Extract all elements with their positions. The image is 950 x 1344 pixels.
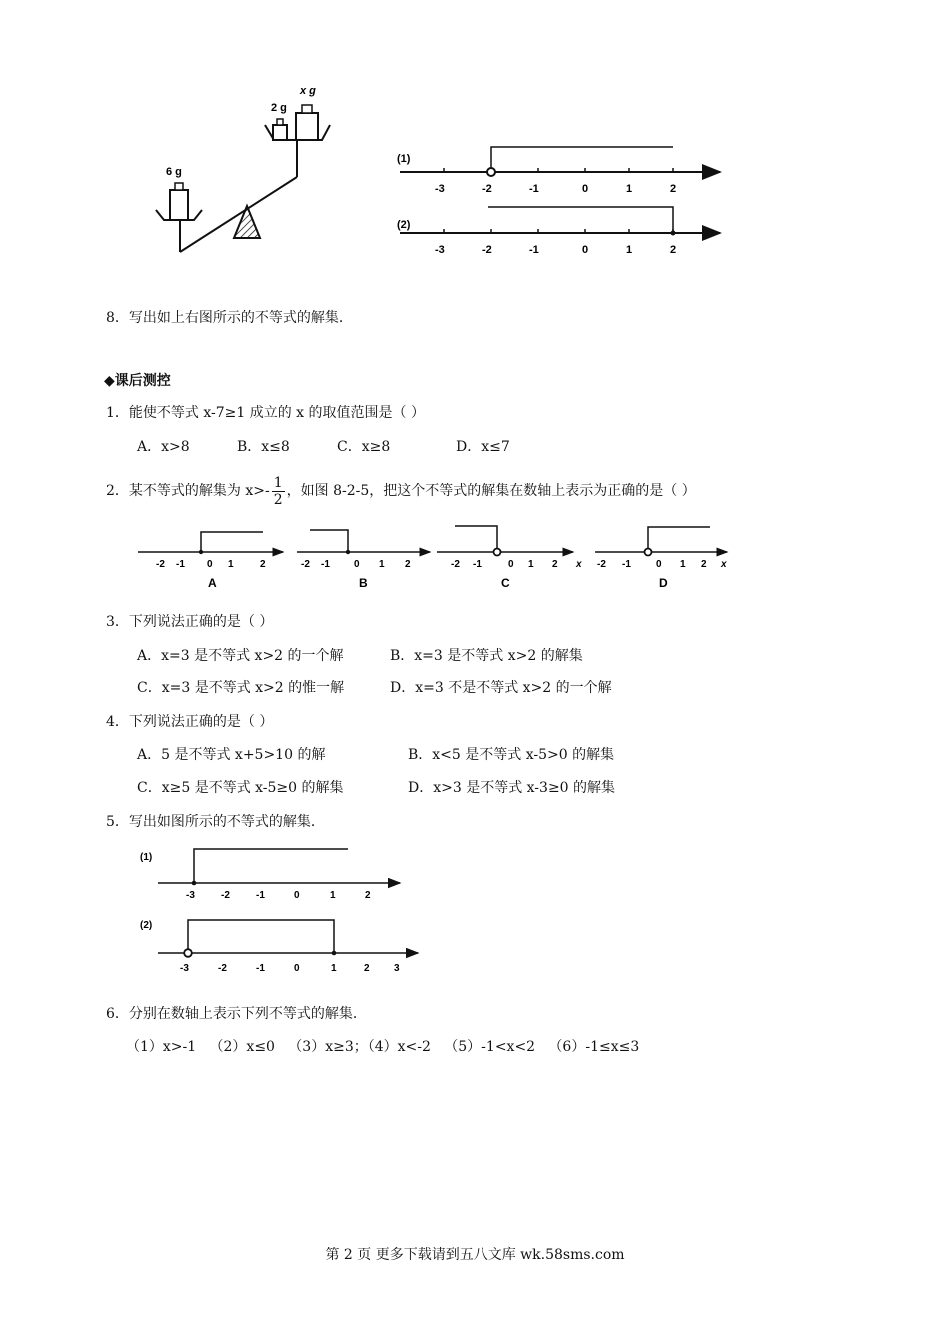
q6-items: （1）x>-1 （2）x≤0 （3）x≥3；（4）x<-2 （5）-1<x<2 （6）-1≤x≤3 bbox=[126, 1039, 640, 1055]
line2-tick-label: -2 bbox=[482, 244, 492, 256]
q2-b-letter: B bbox=[359, 576, 368, 590]
q5-line1-tick: -2 bbox=[221, 890, 230, 901]
q5-line2-label: (2) bbox=[140, 920, 153, 931]
q2-c-axis-label: x bbox=[576, 559, 582, 570]
q2-fraction bbox=[272, 475, 285, 508]
q2-c-letter: C bbox=[501, 576, 510, 590]
q2-b-dot bbox=[346, 550, 350, 554]
line1-tick-label: -2 bbox=[482, 183, 492, 195]
q5-line1-tick: 1 bbox=[330, 890, 336, 901]
q2-option-b-figure bbox=[297, 530, 430, 590]
q5-line1-tick: -1 bbox=[256, 890, 265, 901]
q3-option-d: D．x=3 不是不等式 x>2 的一个解 bbox=[390, 680, 612, 696]
small-weight-box bbox=[273, 125, 287, 140]
line1-label: (1) bbox=[397, 153, 411, 165]
q1-option-a: A．x>8 bbox=[137, 439, 190, 455]
q2-a-tick: -2 bbox=[156, 559, 165, 570]
line2-solution-ray bbox=[488, 207, 673, 233]
question-8: 8．写出如上右图所示的不等式的解集． bbox=[106, 310, 353, 326]
q2-b-tick: -2 bbox=[301, 559, 310, 570]
q5-line1-solid-dot bbox=[192, 881, 197, 886]
line1-open-dot bbox=[487, 168, 495, 176]
fulcrum bbox=[234, 206, 260, 238]
q1-option-b: B．x≤8 bbox=[237, 439, 290, 455]
q2-a-tick: -1 bbox=[176, 559, 185, 570]
q5-line1-tick: 2 bbox=[365, 890, 371, 901]
line2-label: (2) bbox=[397, 219, 411, 231]
unknown-weight-box bbox=[296, 113, 318, 140]
question-1-stem: 1．能使不等式 x-7≥1 成立的 x 的取值范围是（ ） bbox=[106, 405, 425, 421]
q2-a-ray bbox=[201, 532, 263, 552]
balance-scale-figure bbox=[150, 80, 350, 260]
q2-option-d-figure bbox=[595, 527, 727, 590]
q2-d-tick: -1 bbox=[622, 559, 631, 570]
line1-solution-ray bbox=[491, 147, 673, 172]
question-2-stem bbox=[106, 470, 696, 512]
q3-option-b: B．x=3 是不等式 x>2 的解集 bbox=[390, 648, 583, 664]
q5-number-lines-figure bbox=[138, 840, 428, 980]
q5-line2-segment bbox=[188, 920, 334, 953]
q2-option-c-figure bbox=[437, 526, 582, 590]
q1-option-c: C．x≥8 bbox=[337, 439, 391, 455]
q4-option-a: A．5 是不等式 x+5>10 的解 bbox=[137, 747, 326, 763]
line1-tick-label: 0 bbox=[582, 183, 589, 195]
line1-tick-label: 1 bbox=[626, 183, 633, 195]
q2-a-letter: A bbox=[208, 576, 217, 590]
line2-tick-label: -1 bbox=[529, 244, 539, 256]
q5-line2-tick: 1 bbox=[331, 963, 337, 974]
line1-tick-label: -3 bbox=[435, 183, 445, 195]
q2-stem-before: 2．某不等式的解集为 x>- bbox=[106, 483, 270, 499]
q5-line2-solid-dot bbox=[332, 951, 337, 956]
left-weight-label: 6 g bbox=[166, 166, 182, 178]
q2-b-tick: 1 bbox=[379, 559, 385, 570]
q1-option-d: D．x≤7 bbox=[456, 439, 510, 455]
q2-a-tick: 0 bbox=[207, 559, 213, 570]
q2-a-tick: 1 bbox=[228, 559, 234, 570]
q2-b-ray bbox=[310, 530, 348, 552]
q5-line2-tick: 2 bbox=[364, 963, 370, 974]
q2-d-ray bbox=[648, 527, 710, 552]
question-5-stem: 5．写出如图所示的不等式的解集． bbox=[106, 814, 325, 830]
q4-option-b: B．x<5 是不等式 x-5>0 的解集 bbox=[408, 747, 615, 763]
q3-option-c: C．x=3 是不等式 x>2 的惟一解 bbox=[137, 680, 345, 696]
right-weight-label: x g bbox=[300, 85, 316, 97]
line1-tick-label: -1 bbox=[529, 183, 539, 195]
mid-weight-label: 2 g bbox=[271, 102, 287, 114]
q2-b-tick: 0 bbox=[354, 559, 360, 570]
q5-line2-tick: 0 bbox=[294, 963, 300, 974]
section-title: ◆课后测控 bbox=[104, 373, 171, 389]
q2-stem-after: ，如图 8-2-5，把这个不等式的解集在数轴上表示为正确的是（ ） bbox=[286, 483, 696, 499]
q2-a-tick: 2 bbox=[260, 559, 266, 570]
q5-line1-label: (1) bbox=[140, 852, 153, 863]
line2-tick-label: 0 bbox=[582, 244, 589, 256]
q2-d-tick: -2 bbox=[597, 559, 606, 570]
q4-option-d: D．x>3 是不等式 x-3≥0 的解集 bbox=[408, 780, 616, 796]
question-6-stem: 6．分别在数轴上表示下列不等式的解集． bbox=[106, 1006, 367, 1022]
line1-tick-label: 2 bbox=[670, 183, 677, 195]
q2-c-tick: 1 bbox=[528, 559, 534, 570]
q2-frac-den: 2 bbox=[273, 491, 283, 508]
question-3-stem: 3．下列说法正确的是（ ） bbox=[106, 614, 274, 630]
q5-line2-open-dot bbox=[184, 949, 192, 957]
page-footer: 第 2 页 更多下载请到五八文库 wk.58sms.com bbox=[325, 1247, 625, 1263]
q5-line2-tick: -1 bbox=[256, 963, 265, 974]
q2-option-a-figure bbox=[138, 532, 283, 590]
q5-line2-tick: 3 bbox=[394, 963, 400, 974]
q2-c-ray bbox=[455, 526, 497, 552]
line2-tick-label: 1 bbox=[626, 244, 633, 256]
line2-tick-label: -3 bbox=[435, 244, 445, 256]
q2-c-tick: 0 bbox=[508, 559, 514, 570]
line2-tick-label: 2 bbox=[670, 244, 677, 256]
q2-d-letter: D bbox=[659, 576, 668, 590]
q2-a-dot bbox=[199, 550, 203, 554]
left-weight-box bbox=[170, 190, 188, 220]
q2-c-tick: -2 bbox=[451, 559, 460, 570]
q2-d-tick: 1 bbox=[680, 559, 686, 570]
q5-line1-ray bbox=[194, 849, 348, 883]
q5-line1-tick: 0 bbox=[294, 890, 300, 901]
q2-frac-num: 1 bbox=[273, 474, 283, 491]
line2-solid-dot bbox=[671, 231, 676, 236]
q5-line1-tick: -3 bbox=[186, 890, 195, 901]
q5-line2-tick: -3 bbox=[180, 963, 189, 974]
question-4-stem: 4．下列说法正确的是（ ） bbox=[106, 714, 274, 730]
q2-options-figure bbox=[135, 520, 735, 595]
q5-line2-tick: -2 bbox=[218, 963, 227, 974]
q4-option-c: C．x≥5 是不等式 x-5≥0 的解集 bbox=[137, 780, 344, 796]
q3-option-a: A．x=3 是不等式 x>2 的一个解 bbox=[137, 648, 344, 664]
q2-d-dot bbox=[645, 549, 652, 556]
q2-d-tick: 2 bbox=[701, 559, 707, 570]
q2-c-tick: 2 bbox=[552, 559, 558, 570]
top-number-lines-figure bbox=[395, 135, 730, 265]
q2-c-tick: -1 bbox=[473, 559, 482, 570]
q2-d-axis-label: x bbox=[721, 559, 727, 570]
q2-b-tick: 2 bbox=[405, 559, 411, 570]
q2-b-tick: -1 bbox=[321, 559, 330, 570]
q2-d-tick: 0 bbox=[656, 559, 662, 570]
q2-c-dot bbox=[494, 549, 501, 556]
